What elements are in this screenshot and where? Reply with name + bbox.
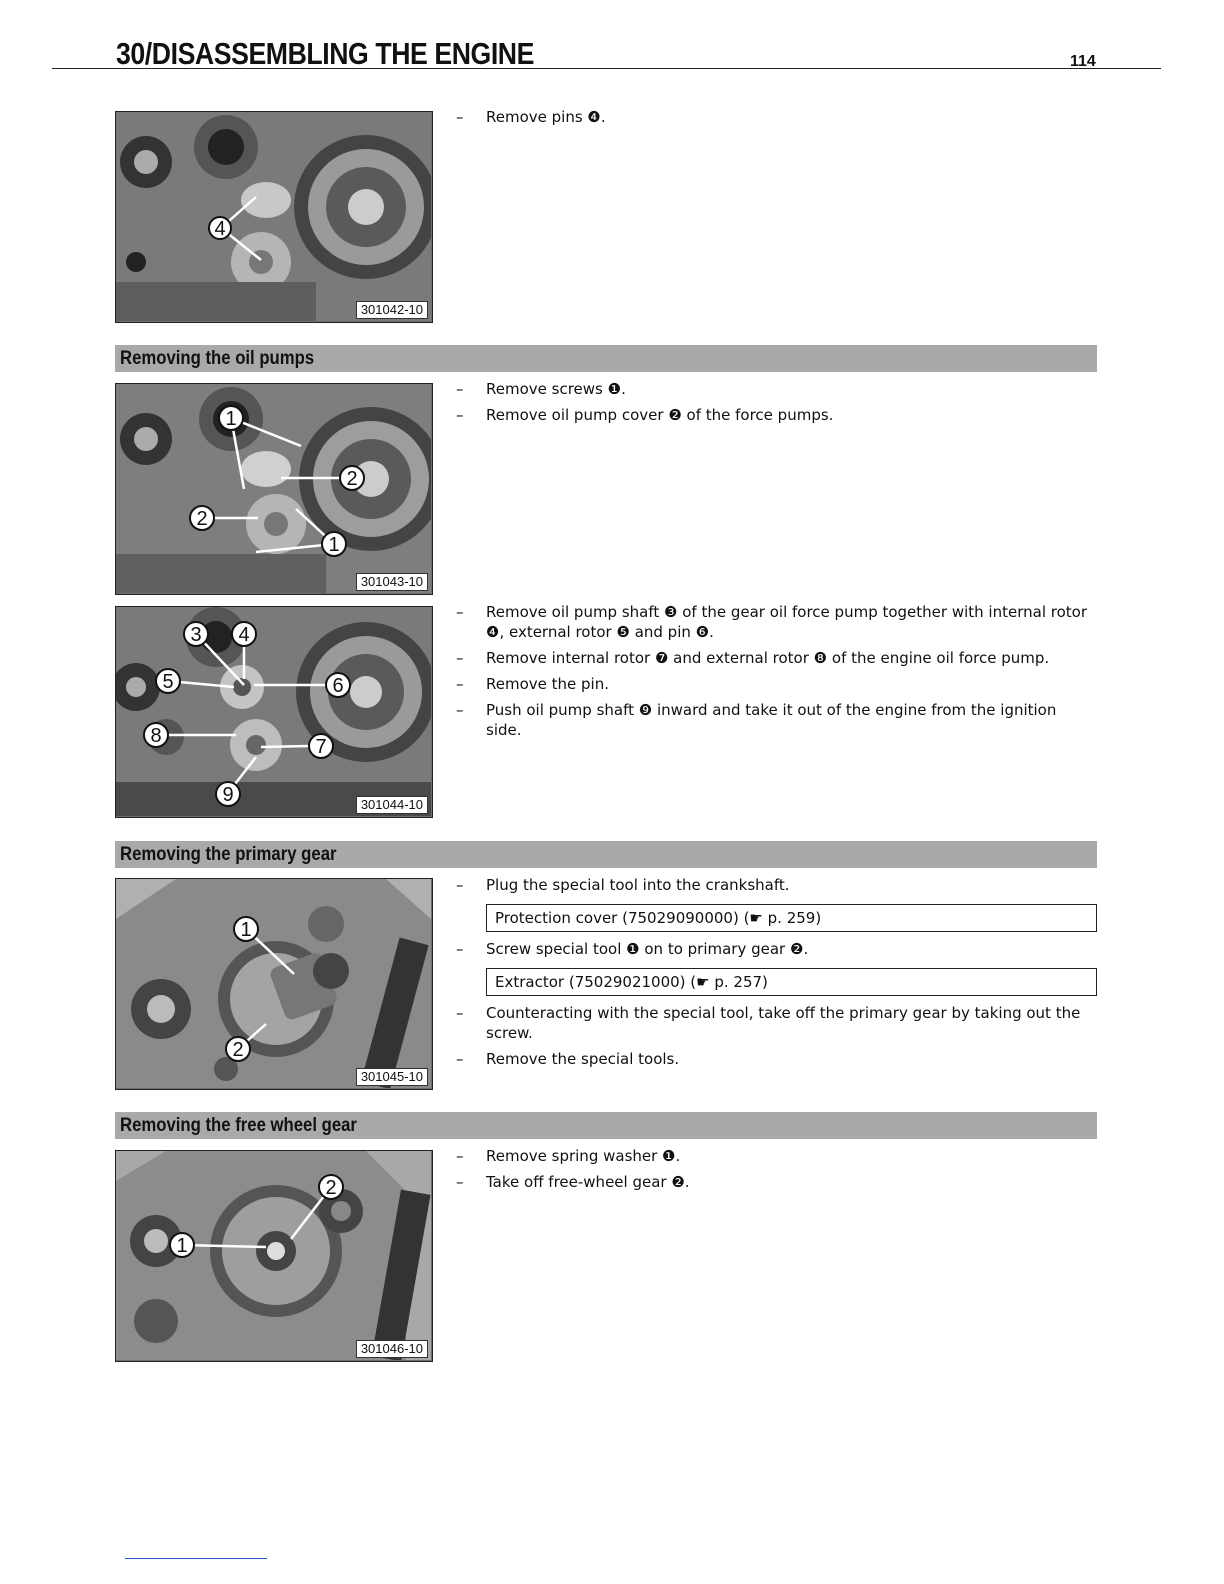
step-item: – Counteracting with the special tool, take off the primary gear by taking out the screw. (456, 1004, 1081, 1042)
step-list-oil-pump-rotors (456, 602, 1096, 746)
svg-text:1: 1 (240, 919, 252, 941)
step-item: – Remove the pin. (456, 675, 609, 693)
step-item: – Screw special tool ❶ on to primary gear ❷. (456, 940, 809, 958)
step-list-primary-gear-1 (456, 875, 1096, 901)
svg-text:1: 1 (225, 408, 237, 430)
section-heading-free-wheel-gear: Removing the free wheel gear (115, 1112, 1097, 1139)
section-heading-primary-gear: Removing the primary gear (115, 841, 1097, 868)
step-item: – Push oil pump shaft ❾ inward and take it out of the engine from the ignition side. (456, 701, 1057, 739)
step-item: – Plug the special tool into the crankshaft. (456, 876, 790, 894)
engine-photo-pins (115, 111, 433, 323)
step-item: – Remove oil pump cover ❷ of the force pumps. (456, 406, 834, 424)
svg-text:2: 2 (232, 1039, 244, 1061)
footer-link-rule (125, 1558, 267, 1559)
figure-code: 301043-10 (356, 573, 428, 591)
engine-photo-free-wheel-gear (115, 1150, 433, 1362)
step-list-primary-gear-2 (456, 939, 1096, 965)
step-list-free-wheel-gear (456, 1146, 1096, 1198)
engine-photo-primary-gear (115, 878, 433, 1090)
step-list-oil-pump-cover (456, 379, 1096, 431)
svg-text:7: 7 (315, 736, 327, 758)
step-item: – Remove oil pump shaft ❸ of the gear oil force pump together with internal rotor ❹, external rotor ❺ and pin ❻. (456, 603, 1087, 641)
engine-photo-oil-pump-rotors (115, 606, 433, 818)
svg-text:2: 2 (325, 1177, 337, 1199)
figure-code: 301042-10 (356, 301, 428, 319)
step-item: – Take off free-wheel gear ❷. (456, 1173, 690, 1191)
special-tool-protection-cover: Protection cover (75029090000) (☛ p. 259) (486, 904, 1097, 932)
svg-text:2: 2 (196, 508, 208, 530)
svg-text:1: 1 (176, 1235, 188, 1257)
figure-code: 301044-10 (356, 796, 428, 814)
step-list-primary-gear-3 (456, 1003, 1096, 1075)
engine-photo-oil-pump-cover (115, 383, 433, 595)
svg-text:9: 9 (222, 784, 234, 806)
step-item: – Remove internal rotor ❼ and external rotor ❽ of the engine oil force pump. (456, 649, 1050, 667)
step-item: – Remove the special tools. (456, 1050, 680, 1068)
section-heading-oil-pumps: Removing the oil pumps (115, 345, 1097, 372)
svg-text:3: 3 (190, 624, 202, 646)
header-rule (52, 68, 1161, 69)
page-number: 114 (1070, 53, 1096, 70)
svg-text:4: 4 (238, 624, 250, 646)
svg-text:8: 8 (150, 725, 162, 747)
svg-text:1: 1 (328, 534, 340, 556)
svg-text:5: 5 (162, 671, 174, 693)
step-list-pins (456, 107, 1096, 133)
page-title: 30/DISASSEMBLING THE ENGINE (116, 36, 534, 71)
step-item: – Remove spring washer ❶. (456, 1147, 681, 1165)
step-item: – Remove screws ❶. (456, 380, 626, 398)
svg-text:4: 4 (214, 218, 226, 240)
svg-text:6: 6 (332, 675, 344, 697)
step-item: – Remove pins ❹. (456, 108, 606, 126)
figure-code: 301046-10 (356, 1340, 428, 1358)
special-tool-extractor: Extractor (75029021000) (☛ p. 257) (486, 968, 1097, 996)
figure-code: 301045-10 (356, 1068, 428, 1086)
svg-text:2: 2 (346, 468, 358, 490)
